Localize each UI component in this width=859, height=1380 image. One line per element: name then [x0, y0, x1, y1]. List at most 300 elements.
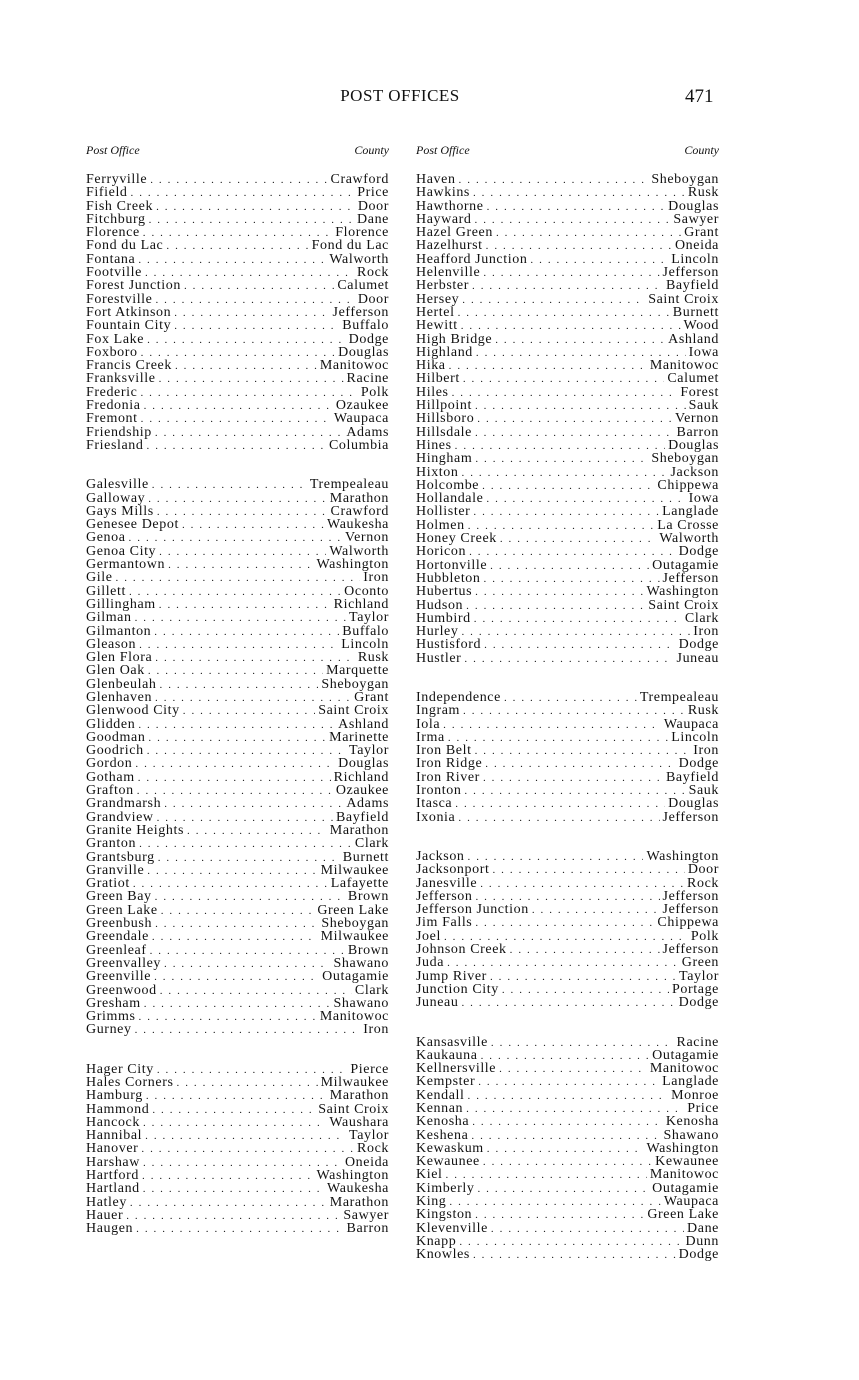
post-office-name: Gillingham: [86, 597, 156, 612]
dot-leader: [159, 373, 344, 385]
dot-leader: [463, 373, 665, 385]
post-office-entry: [86, 1010, 389, 1023]
dot-leader: [473, 1249, 676, 1261]
post-office-entry: [416, 200, 719, 213]
post-office-entry: [86, 253, 389, 266]
post-office-name: Keshena: [416, 1128, 469, 1142]
dot-leader: [147, 440, 326, 452]
post-office-name: Fifield: [86, 186, 128, 200]
county-name: Oneida: [674, 239, 719, 253]
county-name: Dodge: [678, 545, 719, 559]
dot-leader: [137, 785, 333, 797]
dot-leader: [461, 626, 690, 638]
county-name: Iron: [693, 625, 719, 639]
post-office-name: Glidden: [86, 717, 136, 731]
post-office-entry: [416, 452, 719, 465]
post-office-name: Jump River: [416, 969, 487, 983]
post-office-name: Klevenville: [416, 1221, 488, 1235]
county-name: Milwaukee: [320, 1076, 389, 1090]
dot-leader: [168, 559, 313, 571]
post-office-entry: [86, 226, 389, 239]
post-office-name: Galloway: [86, 491, 146, 505]
page-number: 471: [685, 86, 714, 107]
post-office-entry: [86, 1103, 389, 1116]
post-office-entry: [416, 333, 719, 346]
dot-leader: [473, 506, 659, 518]
dot-leader: [530, 254, 668, 266]
dot-leader: [150, 945, 345, 957]
dot-leader: [466, 600, 645, 612]
county-name: Lincoln: [341, 637, 389, 652]
county-name: Taylor: [349, 611, 389, 625]
post-office-entry: [86, 266, 389, 279]
county-name: Buffalo: [342, 319, 389, 333]
county-name: Lafayette: [330, 877, 389, 891]
county-name: Marathon: [329, 1195, 389, 1209]
post-office-name: Helenville: [416, 266, 481, 280]
county-name: Racine: [346, 372, 389, 386]
post-office-entry: [416, 890, 719, 903]
post-office-entry: [416, 466, 719, 479]
post-office-entry: [416, 319, 719, 332]
county-name: Langlade: [662, 505, 719, 519]
post-office-name: Gratiot: [86, 877, 130, 891]
dot-leader: [152, 1104, 315, 1116]
dot-leader: [144, 998, 331, 1010]
county-name: Price: [687, 1102, 719, 1116]
dot-leader: [466, 1103, 684, 1115]
post-office-entry: [416, 279, 719, 292]
county-name: Adams: [346, 797, 389, 811]
group-spacer: [86, 1037, 389, 1063]
dot-leader: [164, 798, 343, 810]
dot-leader: [504, 692, 637, 704]
county-name: Oneida: [344, 1155, 389, 1170]
post-office-entry: [86, 930, 389, 943]
post-office-entry: [86, 1169, 389, 1182]
post-office-entry: [86, 904, 389, 917]
county-name: Lincoln: [671, 730, 719, 745]
group-spacer: [416, 1010, 719, 1036]
county-name: Saint Croix: [318, 1102, 389, 1116]
dot-leader: [148, 665, 323, 677]
county-name: Bayfield: [335, 810, 389, 824]
dot-leader: [145, 1130, 346, 1142]
county-name: Kewaunee: [655, 1155, 719, 1169]
post-office-name: Kellnersville: [416, 1062, 497, 1076]
post-office-name: Hazel Green: [416, 226, 493, 240]
post-office-name: Hillsboro: [416, 412, 475, 426]
post-office-name: Galesville: [86, 478, 149, 492]
dot-leader: [475, 427, 674, 439]
dot-leader: [477, 1183, 649, 1195]
county-name: Rusk: [687, 704, 719, 718]
right-column-header: [416, 142, 719, 158]
dot-leader: [148, 493, 327, 505]
post-office-entry: [86, 824, 389, 837]
post-office-name: Fox Lake: [86, 332, 145, 346]
post-office-entry: [86, 984, 389, 997]
post-office-entry: [86, 784, 389, 797]
county-name: Juneau: [676, 651, 719, 665]
dot-leader: [471, 1130, 660, 1142]
county-name: Door: [687, 863, 719, 877]
post-office-entry: [86, 213, 389, 226]
county-header: County: [684, 143, 719, 157]
post-office-name: Grimms: [86, 1010, 136, 1024]
post-office-name: Grandview: [86, 810, 154, 824]
dot-leader: [138, 254, 326, 266]
dot-leader: [481, 1050, 650, 1062]
dot-leader: [510, 944, 660, 956]
county-name: Monroe: [671, 1088, 719, 1102]
dot-leader: [136, 1223, 343, 1235]
county-name: Vernon: [344, 531, 389, 545]
dot-leader: [461, 320, 681, 332]
dot-leader: [464, 785, 685, 797]
post-office-entry: [86, 439, 389, 452]
post-office-name: King: [416, 1195, 447, 1209]
post-office-name: Gleason: [86, 637, 137, 652]
post-office-name: Greenwood: [86, 983, 157, 997]
post-office-entry: [86, 744, 389, 757]
post-office-entry: [416, 1208, 719, 1221]
post-office-entry: [86, 306, 389, 319]
county-name: Douglas: [338, 345, 389, 360]
county-name: Buffalo: [342, 624, 389, 638]
post-office-entry: [86, 1129, 389, 1142]
county-name: Washington: [646, 585, 719, 599]
left-column: [86, 142, 389, 1236]
dot-leader: [484, 573, 660, 585]
post-office-name: Hayward: [416, 212, 472, 227]
post-office-name: Gurney: [86, 1023, 132, 1037]
post-office-entry: [416, 970, 719, 983]
county-name: Lincoln: [671, 252, 719, 267]
post-office-name: Iron River: [416, 770, 480, 785]
post-office-entry: [86, 757, 389, 770]
post-office-entry: [86, 571, 389, 584]
dot-leader: [116, 572, 361, 584]
post-office-entry: [416, 306, 719, 319]
post-office-name: Hollandale: [416, 492, 484, 506]
post-office-name: Ixonia: [416, 810, 456, 824]
county-name: Marquette: [326, 664, 389, 678]
post-office-name: Fontana: [86, 252, 136, 267]
dot-leader: [156, 201, 355, 213]
dot-leader: [455, 440, 665, 452]
county-name: Ashland: [338, 717, 389, 731]
dot-leader: [475, 891, 659, 903]
post-office-name: Glen Flora: [86, 651, 153, 665]
post-office-entry: [86, 997, 389, 1010]
dot-leader: [135, 758, 335, 770]
post-office-header: Post Office: [416, 143, 470, 157]
post-office-entry: [86, 333, 389, 346]
dot-leader: [491, 1223, 684, 1235]
post-office-entry: [86, 505, 389, 518]
post-office-name: Hillpoint: [416, 399, 472, 413]
post-office-entry: [416, 877, 719, 890]
post-office-name: Kiel: [416, 1168, 443, 1182]
group-spacer: [416, 665, 719, 691]
post-office-entry: [416, 372, 719, 385]
post-office-entry: [86, 585, 389, 598]
county-name: Shawano: [333, 956, 389, 971]
dot-leader: [143, 1157, 342, 1169]
post-office-entry: [86, 279, 389, 292]
dot-leader: [468, 1090, 669, 1102]
county-name: Trempealeau: [309, 478, 389, 492]
dot-leader: [468, 520, 655, 532]
county-name: Sheboygan: [321, 677, 389, 691]
dot-leader: [475, 453, 648, 465]
county-name: Waushara: [329, 1115, 389, 1130]
dot-leader: [140, 387, 357, 399]
dot-leader: [462, 294, 645, 306]
post-office-entry: [416, 599, 719, 612]
dot-leader: [485, 758, 675, 770]
county-name: Washington: [316, 1169, 389, 1183]
county-name: La Crosse: [657, 518, 719, 533]
county-name: Sheboygan: [651, 452, 719, 466]
post-office-name: Jim Falls: [416, 916, 473, 930]
post-office-name: Fremont: [86, 412, 138, 426]
dot-leader: [182, 519, 324, 531]
county-name: Barron: [346, 1222, 389, 1236]
dot-leader: [472, 280, 663, 292]
dot-leader: [475, 400, 686, 412]
post-office-name: Glenwood City: [86, 704, 180, 718]
post-office-entry: [416, 1195, 719, 1208]
post-office-name: Hustisford: [416, 638, 482, 652]
county-name: Dane: [687, 1221, 719, 1235]
dot-leader: [155, 652, 355, 664]
county-name: Taylor: [349, 744, 389, 758]
post-office-entry: [416, 996, 719, 1009]
county-name: Fond du Lac: [311, 239, 389, 253]
post-office-entry: [86, 797, 389, 810]
post-office-entry: [86, 1209, 389, 1222]
post-office-entry: [86, 651, 389, 664]
post-office-entry: [416, 1102, 719, 1115]
post-office-name: Hancock: [86, 1115, 140, 1130]
post-office-entry: [416, 572, 719, 585]
post-office-name: Hazelhurst: [416, 239, 483, 253]
post-office-entry: [416, 545, 719, 558]
post-office-name: Franksville: [86, 372, 156, 386]
post-office-name: Hanover: [86, 1142, 139, 1156]
post-office-name: Greenville: [86, 970, 152, 984]
post-office-entry: [416, 691, 719, 704]
county-name: Saint Croix: [648, 292, 719, 306]
dot-leader: [143, 227, 332, 239]
county-name: Jefferson: [662, 943, 719, 957]
post-office-name: Hika: [416, 359, 446, 373]
post-office-name: Highland: [416, 345, 473, 360]
post-office-name: Kingston: [416, 1208, 473, 1222]
county-name: Richland: [333, 770, 389, 785]
group-spacer: [86, 452, 389, 478]
county-name: Columbia: [328, 438, 389, 453]
county-name: Iron: [363, 1023, 389, 1037]
county-name: Rusk: [357, 651, 389, 665]
dot-leader: [500, 533, 656, 545]
county-name: Milwaukee: [320, 863, 389, 878]
dot-leader: [486, 240, 672, 252]
post-office-entry: [416, 492, 719, 505]
county-name: Brown: [347, 890, 389, 904]
dot-leader: [455, 798, 665, 810]
dot-leader: [148, 732, 326, 744]
county-name: Saint Croix: [648, 598, 719, 612]
post-office-entry: [86, 598, 389, 611]
county-name: Waupaca: [333, 412, 389, 426]
post-office-entry: [416, 983, 719, 996]
post-office-entry: [416, 1089, 719, 1102]
dot-leader: [480, 878, 684, 890]
dot-leader: [129, 586, 341, 598]
county-name: Green: [681, 956, 719, 970]
post-office-entry: [86, 1076, 389, 1089]
post-office-name: Greenleaf: [86, 943, 147, 957]
post-office-name: Ironton: [416, 784, 462, 798]
post-office-name: Glenhaven: [86, 690, 153, 705]
dot-leader: [141, 1143, 354, 1155]
county-name: Ozaukee: [335, 784, 389, 798]
dot-leader: [443, 719, 661, 731]
county-name: Sawyer: [673, 212, 719, 227]
county-name: Richland: [333, 597, 389, 612]
post-office-entry: [416, 293, 719, 306]
post-office-name: Harshaw: [86, 1155, 140, 1170]
post-office-entry: [86, 957, 389, 970]
dot-leader: [135, 612, 346, 624]
county-name: Sheboygan: [651, 173, 719, 187]
county-name: Rock: [357, 1142, 389, 1156]
county-name: Clark: [354, 983, 389, 997]
post-office-entry: [86, 531, 389, 544]
post-office-name: Greenbush: [86, 917, 153, 931]
post-office-name: Iola: [416, 717, 441, 731]
post-office-entry: [86, 1116, 389, 1129]
dot-leader: [146, 1090, 327, 1102]
post-office-name: Genoa City: [86, 544, 157, 559]
post-office-name: Jackson: [416, 849, 465, 864]
dot-leader: [462, 467, 668, 479]
dot-leader: [141, 413, 331, 425]
dot-leader: [150, 174, 327, 186]
county-name: Forest: [680, 385, 719, 400]
post-office-entry: [416, 559, 719, 572]
county-name: Douglas: [668, 199, 719, 213]
dot-leader: [126, 1210, 340, 1222]
post-office-entry: [86, 545, 389, 558]
post-office-name: Fort Atkinson: [86, 305, 172, 320]
dot-leader: [154, 971, 319, 983]
dot-leader: [138, 772, 331, 784]
county-name: Dunn: [685, 1234, 719, 1249]
county-name: Sauk: [688, 784, 719, 798]
dot-leader: [532, 904, 660, 916]
post-office-entry: [86, 877, 389, 890]
post-office-name: Hewitt: [416, 319, 458, 333]
post-office-entry: [416, 1129, 719, 1142]
dot-leader: [477, 413, 672, 425]
post-office-entry: [416, 239, 719, 252]
post-office-name: Grafton: [86, 784, 134, 798]
post-office-entry: [86, 200, 389, 213]
county-name: Bayfield: [665, 770, 719, 785]
post-office-entry: [86, 890, 389, 903]
county-name: Iron: [363, 571, 389, 585]
county-name: Manitowoc: [319, 1010, 389, 1024]
county-name: Grant: [354, 690, 389, 705]
county-name: Walworth: [329, 544, 389, 559]
post-office-entry: [416, 226, 719, 239]
dot-leader: [464, 653, 673, 665]
post-office-entry: [416, 863, 719, 876]
post-office-entry: [416, 625, 719, 638]
county-name: Marathon: [329, 823, 389, 838]
post-office-name: Ferryville: [86, 173, 148, 187]
county-name: Manitowoc: [649, 1168, 719, 1182]
post-office-entry: [86, 186, 389, 199]
county-name: Dodge: [678, 1248, 719, 1262]
post-office-name: Hixton: [416, 465, 459, 479]
post-office-name: Hines: [416, 438, 452, 453]
county-name: Trempealeau: [639, 690, 719, 705]
county-name: Shawano: [663, 1128, 719, 1142]
dot-leader: [459, 174, 649, 186]
right-column: [416, 142, 719, 1262]
post-office-name: Irma: [416, 730, 445, 745]
county-name: Polk: [360, 385, 389, 400]
county-name: Washington: [646, 1141, 719, 1156]
post-office-name: Hiles: [416, 385, 449, 400]
county-name: Waupaca: [663, 1195, 719, 1209]
post-office-name: Fish Creek: [86, 199, 154, 213]
post-office-entry: [416, 1115, 719, 1128]
post-office-entry: [416, 903, 719, 916]
county-name: Outagamie: [652, 558, 719, 572]
dot-leader: [143, 1183, 324, 1195]
county-name: Clark: [354, 837, 389, 851]
post-office-entry: [416, 186, 719, 199]
county-name: Dodge: [348, 332, 389, 346]
county-name: Oconto: [344, 584, 389, 598]
county-name: Sheboygan: [321, 917, 389, 931]
dot-leader: [177, 1077, 318, 1089]
post-office-entry: [416, 1075, 719, 1088]
county-name: Vernon: [674, 412, 719, 426]
post-office-name: Iron Ridge: [416, 757, 483, 771]
county-name: Iowa: [688, 492, 719, 506]
county-name: Manitowoc: [649, 1062, 719, 1076]
county-name: Chippewa: [657, 478, 719, 493]
county-name: Ashland: [668, 332, 719, 346]
post-office-entry: [416, 744, 719, 757]
post-office-name: Hubbleton: [416, 571, 481, 586]
county-name: Adams: [346, 425, 389, 439]
post-office-entry: [416, 505, 719, 518]
dot-leader: [155, 692, 351, 704]
post-office-name: Itasca: [416, 797, 453, 811]
county-name: Douglas: [338, 757, 389, 771]
post-office-name: Iron Belt: [416, 744, 472, 758]
dot-leader: [164, 958, 330, 970]
post-office-name: Gillett: [86, 584, 126, 598]
